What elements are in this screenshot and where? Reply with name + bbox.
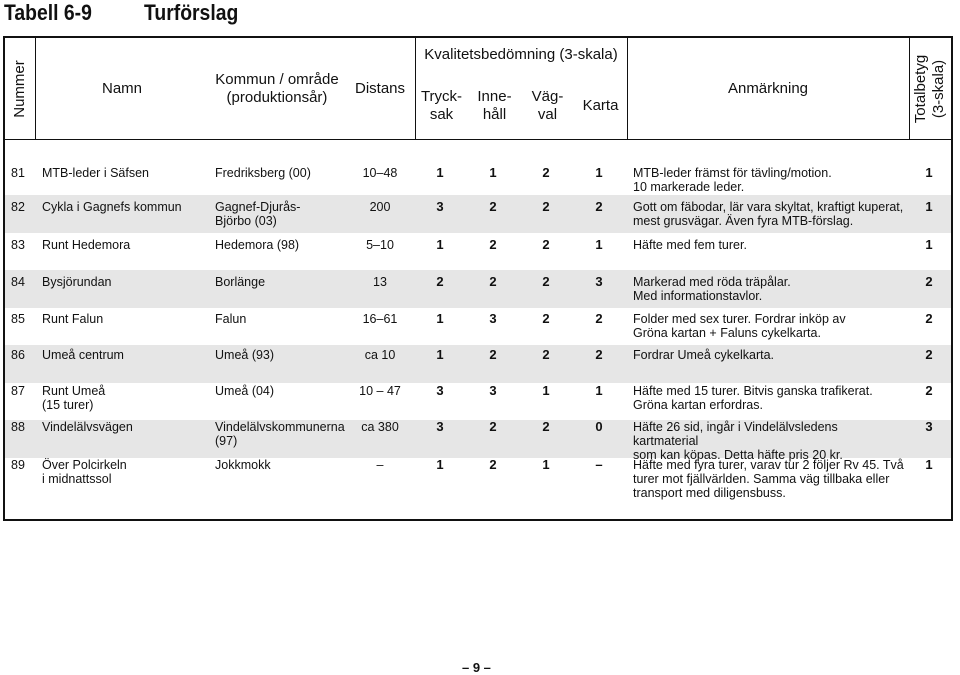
cell-namn: Runt Umeå (15 turer)	[42, 384, 106, 412]
cell-distans: ca 380	[361, 420, 399, 434]
cell-namn: MTB-leder i Säfsen	[42, 166, 149, 180]
table-frame	[3, 36, 953, 521]
header-kvalitet: Kvalitetsbedömning (3-skala)	[424, 46, 618, 63]
cell-nr: 89	[11, 458, 25, 472]
cell-distans: 13	[373, 275, 387, 289]
cell-anm: Häfte med fyra turer, varav tur 2 följer Rv 45. Två turer mot fjällvärlden. Samma väg tillbaka eller transport med diligensbuss.	[633, 458, 904, 500]
cell-namn: Runt Falun	[42, 312, 104, 326]
cell-tryck: 1	[436, 311, 444, 326]
cell-vagval: 2	[542, 274, 550, 289]
cell-tryck: 3	[436, 419, 444, 434]
cell-nr: 84	[11, 275, 25, 289]
cell-anm: Häfte 26 sid, ingår i Vindelälvsledens kartmaterial som kan köpas. Detta häfte pris 20 kr.	[633, 420, 843, 462]
cell-betyg: 2	[925, 311, 933, 326]
cell-namn: Över Polcirkeln i midnattssol	[42, 458, 127, 486]
cell-innehall: 2	[489, 274, 497, 289]
cell-kommun: Borlänge	[215, 275, 266, 289]
cell-nr: 83	[11, 238, 25, 252]
header-tryck: Tryck- sak	[420, 87, 463, 123]
cell-karta: 3	[595, 274, 603, 289]
cell-anm: Markerad med röda träpålar. Med informationstavlor.	[633, 275, 791, 303]
cell-vagval: 2	[542, 419, 550, 434]
cell-kommun: Umeå (93)	[215, 348, 275, 362]
cell-anm: Folder med sex turer. Fordrar inköp av Gröna kartan + Faluns cykelkarta.	[633, 312, 846, 340]
cell-kommun: Jokkmokk	[215, 458, 271, 472]
cell-namn: Cykla i Gagnefs kommun	[42, 200, 182, 214]
cell-nr: 86	[11, 348, 25, 362]
cell-karta: 2	[595, 199, 603, 214]
cell-kommun: Vindelälvskommunerna (97)	[215, 420, 345, 448]
cell-vagval: 2	[542, 199, 550, 214]
cell-tryck: 2	[436, 274, 444, 289]
header-namn: Namn	[101, 79, 142, 97]
cell-kommun: Hedemora (98)	[215, 238, 300, 252]
cell-betyg: 2	[925, 274, 933, 289]
cell-tryck: 1	[436, 237, 444, 252]
cell-karta: 1	[595, 383, 603, 398]
cell-kommun: Umeå (04)	[215, 384, 275, 398]
cell-tryck: 1	[436, 457, 444, 472]
cell-betyg: 2	[925, 347, 933, 362]
cell-kommun: Fredriksberg (00)	[215, 166, 311, 180]
cell-namn: Umeå centrum	[42, 348, 124, 362]
cell-anm: Häfte med 15 turer. Bitvis ganska trafikerat. Gröna kartan erfordras.	[633, 384, 873, 412]
cell-namn: Bysjörundan	[42, 275, 112, 289]
cell-distans: 10–48	[362, 166, 398, 180]
cell-distans: 10 – 47	[359, 384, 401, 398]
header-nummer: Nummer	[11, 59, 29, 118]
cell-karta: 2	[595, 347, 603, 362]
cell-innehall: 3	[489, 383, 497, 398]
cell-vagval: 2	[542, 347, 550, 362]
cell-distans: ca 10	[364, 348, 396, 362]
header-karta: Karta	[582, 96, 619, 114]
header-divider	[5, 139, 951, 140]
cell-kommun: Falun	[215, 312, 247, 326]
cell-distans: 16–61	[362, 312, 398, 326]
cell-innehall: 2	[489, 237, 497, 252]
cell-karta: 2	[595, 311, 603, 326]
cell-nr: 81	[11, 166, 25, 180]
cell-betyg: 1	[925, 457, 933, 472]
cell-innehall: 2	[489, 419, 497, 434]
cell-vagval: 2	[542, 165, 550, 180]
cell-karta: 1	[595, 165, 603, 180]
cell-nr: 82	[11, 200, 25, 214]
cell-anm: Gott om fäbodar, lär vara skyltat, kraftigt kuperat, mest grusvägar. Även fyra MTB-förslag.	[633, 200, 904, 228]
cell-innehall: 2	[489, 347, 497, 362]
cell-karta: 1	[595, 237, 603, 252]
cell-anm: Fordrar Umeå cykelkarta.	[633, 348, 775, 362]
cell-namn: Runt Hedemora	[42, 238, 131, 252]
title-row	[0, 0, 960, 28]
cell-tryck: 3	[436, 199, 444, 214]
cell-innehall: 1	[489, 165, 497, 180]
page-title: Turförslag	[144, 0, 239, 25]
header-totalbetyg: Totalbetyg (3-skala)	[912, 54, 948, 123]
cell-innehall: 2	[489, 199, 497, 214]
cell-anm: MTB-leder främst för tävling/motion. 10 markerade leder.	[633, 166, 832, 194]
cell-vagval: 1	[542, 457, 550, 472]
cell-distans: –	[376, 458, 384, 472]
header-vagval: Väg- val	[531, 87, 564, 123]
cell-vagval: 1	[542, 383, 550, 398]
cell-namn: Vindelälvsvägen	[42, 420, 133, 434]
table-label: Tabell 6-9	[4, 0, 92, 25]
header-distans: Distans	[354, 79, 406, 97]
cell-betyg: 2	[925, 383, 933, 398]
cell-vagval: 2	[542, 311, 550, 326]
header-innehall: Inne- håll	[477, 87, 512, 123]
page-number: – 9 –	[462, 660, 491, 675]
cell-tryck: 1	[436, 165, 444, 180]
cell-vagval: 2	[542, 237, 550, 252]
cell-anm: Häfte med fem turer.	[633, 238, 747, 252]
cell-karta: –	[595, 457, 603, 472]
cell-nr: 85	[11, 312, 25, 326]
cell-nr: 87	[11, 384, 25, 398]
cell-betyg: 3	[925, 419, 933, 434]
cell-distans: 200	[369, 200, 391, 214]
cell-tryck: 3	[436, 383, 444, 398]
cell-betyg: 1	[925, 237, 933, 252]
header-anmarkning: Anmärkning	[727, 79, 809, 97]
cell-innehall: 3	[489, 311, 497, 326]
cell-betyg: 1	[925, 165, 933, 180]
cell-betyg: 1	[925, 199, 933, 214]
header-kommun: Kommun / område (produktionsår)	[215, 70, 339, 106]
cell-kommun: Gagnef-Djurås- Björbo (03)	[215, 200, 301, 228]
cell-tryck: 1	[436, 347, 444, 362]
cell-distans: 5–10	[366, 238, 394, 252]
cell-karta: 0	[595, 419, 603, 434]
cell-nr: 88	[11, 420, 25, 434]
cell-innehall: 2	[489, 457, 497, 472]
